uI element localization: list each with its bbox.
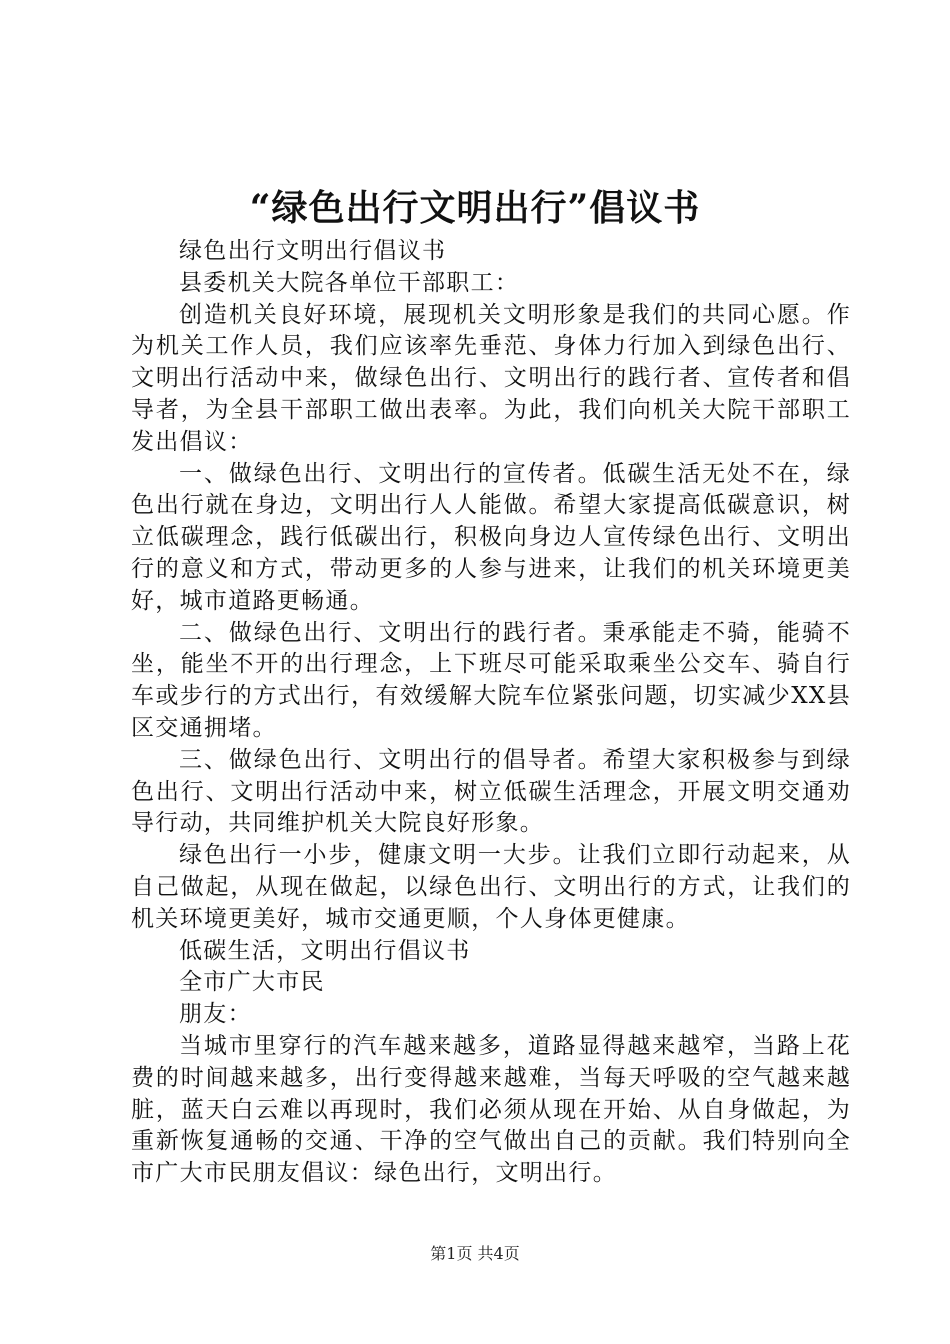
document-title: “绿色出行文明出行”倡议书 — [249, 187, 701, 229]
paragraph-heading-2: 低碳生活，文明出行倡议书 — [179, 937, 471, 964]
paragraph-intro: 创造机关良好环境，展现机关文明形象是我们的共同心愿。作为机关工作人员，我们应该率先垂范、身体力行加入到绿色出行、文明出行活动中来，做绿色出行、文明出行的践行者、宣传者和倡导者，为全县干部职工做出表率。为此，我们向机关大院干部职工发出倡议： — [131, 301, 851, 455]
paragraph-point-3: 三、做绿色出行、文明出行的倡导者。希望大家积极参与到绿色出行、文明出行活动中来，树立低碳生活理念，开展文明交通劝导行动，共同维护机关大院良好形象。 — [131, 746, 851, 837]
paragraph-salutation-2: 全市广大市民 — [179, 969, 325, 996]
paragraph-salutation-1: 县委机关大院各单位干部职工： — [179, 269, 520, 296]
paragraph-appeal: 当城市里穿行的汽车越来越多，道路显得越来越窄，当路上花费的时间越来越多，出行变得越来越难，当每天呼吸的空气越来越脏，蓝天白云难以再现时，我们必须从现在开始、从自身做起，为重新恢复通畅的交通、干净的空气做出自己的贡献。我们特别向全市广大市民朋友倡议：绿色出行，文明出行。 — [131, 1032, 851, 1187]
page-number-footer: 第1页 共4页 — [430, 1244, 520, 1263]
paragraph-point-2: 二、做绿色出行、文明出行的践行者。秉承能走不骑，能骑不坐，能坐不开的出行理念，上下班尽可能采取乘坐公交车、骑自行车或步行的方式出行，有效缓解大院车位紧张问题，切实减少XX县区交通拥堵。 — [131, 619, 851, 741]
document-body — [131, 236, 851, 1190]
paragraph-point-1: 一、做绿色出行、文明出行的宣传者。低碳生活无处不在，绿色出行就在身边，文明出行人人能做。希望大家提高低碳意识，树立低碳理念，践行低碳出行，积极向身边人宣传绿色出行、文明出行的意义和方式，带动更多的人参与进来，让我们的机关环境更美好，城市道路更畅通。 — [131, 460, 851, 614]
paragraph-closing: 绿色出行一小步，健康文明一大步。让我们立即行动起来，从自己做起，从现在做起，以绿色出行、文明出行的方式，让我们的机关环境更美好，城市交通更顺，个人身体更健康。 — [131, 842, 851, 932]
paragraph-heading-1: 绿色出行文明出行倡议书 — [179, 238, 447, 264]
paragraph-salutation-3: 朋友： — [179, 1001, 252, 1028]
